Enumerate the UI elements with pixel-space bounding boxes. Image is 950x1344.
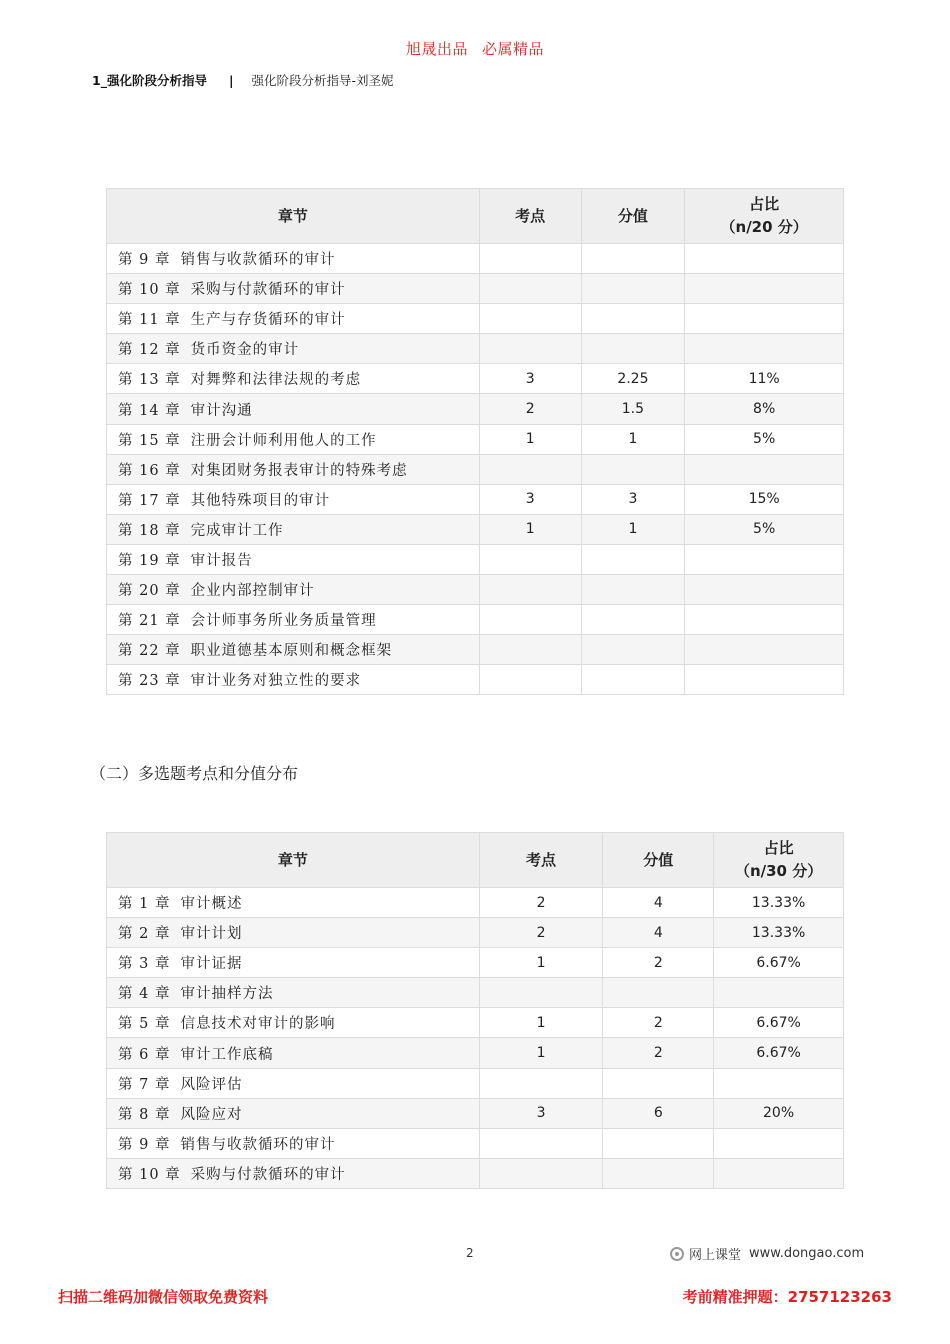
table-row [107,605,844,635]
score-cell [581,274,685,304]
chapter-number: 第 4 章 [118,986,171,1003]
table-row [107,948,844,978]
chapter-title: 企业内部控制审计 [190,583,315,600]
ratio-cell [685,334,844,364]
points-cell [479,635,581,665]
chapter-number: 第 14 章 [118,402,181,419]
table-row [107,978,844,1008]
chapter-title: 对舞弊和法律法规的考虑 [190,372,362,389]
score-cell [603,1128,714,1158]
chapter-number: 第 7 章 [118,1076,171,1093]
ratio-cell [685,454,844,484]
table-row [107,665,844,695]
header-ratio-line2: （n/20 分） [720,218,808,236]
section-title-multiple-choice: （二）多选题考点和分值分布 [90,764,299,783]
chapter-number: 第 10 章 [118,282,181,299]
footer-site-url: www.dongao.com [749,1246,865,1261]
score-cell [603,1158,714,1188]
ratio-cell [685,665,844,695]
chapter-cell [107,665,480,695]
chapter-number: 第 9 章 [118,1136,171,1153]
chapter-title: 采购与付款循环的审计 [190,282,346,299]
chapter-title: 货币资金的审计 [190,342,300,359]
chapter-title: 审计业务对独立性的要求 [190,673,362,690]
chapter-title: 职业道德基本原则和概念框架 [190,643,393,660]
table-row [107,304,844,334]
chapter-cell [107,1128,480,1158]
bottom-promo-right: 考前精准押题：2757123263 [682,1288,892,1306]
table-row [107,364,844,394]
ratio-cell [685,605,844,635]
table-row [107,544,844,574]
points-cell [479,334,581,364]
chapter-title: 审计计划 [180,926,243,943]
table-row [107,454,844,484]
chapter-cell [107,605,480,635]
score-cell [581,605,685,635]
banner-right-text: 必属精品 [482,40,545,58]
score-cell: 2.25 [581,364,685,394]
score-cell: 2 [603,948,714,978]
chapter-cell [107,274,480,304]
chapter-cell [107,1008,480,1038]
chapter-title: 风险评估 [180,1076,243,1093]
points-cell: 3 [479,364,581,394]
chapter-number: 第 9 章 [118,252,171,269]
ratio-cell [714,978,844,1008]
chapter-cell [107,575,480,605]
chapter-number: 第 19 章 [118,552,181,569]
chapter-cell [107,514,480,544]
header-chapter: 章节 [107,189,480,244]
points-cell [479,454,581,484]
header-ratio-line2: （n/30 分） [734,862,823,880]
banner-left-text: 旭晟出品 [405,40,468,58]
table-row [107,635,844,665]
points-cell [479,244,581,274]
ratio-cell [685,575,844,605]
chapter-number: 第 12 章 [118,342,181,359]
score-cell: 1 [581,514,685,544]
chapter-title: 注册会计师利用他人的工作 [190,432,377,449]
ratio-cell: 8% [685,394,844,424]
chapter-number: 第 2 章 [118,926,171,943]
chapter-number: 第 8 章 [118,1106,171,1123]
table-row [107,394,844,424]
chapter-number: 第 17 章 [118,492,181,509]
chapter-cell [107,1038,480,1068]
chapter-number: 第 1 章 [118,896,171,913]
header-ratio [714,833,844,888]
ratio-cell [685,244,844,274]
chapter-title: 销售与收款循环的审计 [180,252,336,269]
ratio-cell [714,1128,844,1158]
chapter-title: 信息技术对审计的影响 [180,1016,336,1033]
score-cell: 3 [581,484,685,514]
points-cell: 2 [479,918,603,948]
points-cell [479,575,581,605]
points-cell [479,304,581,334]
header-separator: | [228,72,234,88]
chapter-title: 风险应对 [180,1106,243,1123]
score-cell [581,244,685,274]
table-header-row [107,833,844,888]
chapter-title: 销售与收款循环的审计 [180,1136,336,1153]
ratio-cell: 6.67% [714,948,844,978]
score-cell: 1.5 [581,394,685,424]
multiple-choice-table [106,832,844,1189]
score-cell [581,635,685,665]
page-header [92,71,394,89]
points-cell [479,1068,603,1098]
chapter-cell [107,484,480,514]
chapter-cell [107,948,480,978]
score-cell: 2 [603,1038,714,1068]
chapter-title: 其他特殊项目的审计 [190,492,331,509]
header-points: 考点 [479,833,603,888]
score-cell [603,1068,714,1098]
table-row [107,244,844,274]
table-row [107,334,844,364]
chapter-cell [107,1068,480,1098]
points-cell [479,978,603,1008]
points-cell: 1 [479,948,603,978]
ratio-cell [685,304,844,334]
ratio-cell: 6.67% [714,1038,844,1068]
table-row [107,1068,844,1098]
header-score: 分值 [603,833,714,888]
ratio-cell: 5% [685,514,844,544]
score-cell [581,575,685,605]
chapter-title: 生产与存货循环的审计 [190,312,346,329]
points-cell [479,665,581,695]
table-row [107,888,844,918]
table-row [107,575,844,605]
table-row [107,484,844,514]
ratio-cell: 6.67% [714,1008,844,1038]
table-row [107,1158,844,1188]
points-cell: 1 [479,424,581,454]
ratio-cell: 15% [685,484,844,514]
score-cell: 1 [581,424,685,454]
chapter-cell [107,364,480,394]
chapter-number: 第 18 章 [118,522,181,539]
points-cell: 1 [479,1038,603,1068]
chapter-number: 第 11 章 [118,312,181,329]
footer-brand-name: 网上课堂 [689,1248,742,1263]
points-cell [479,1158,603,1188]
chapter-title: 完成审计工作 [190,522,284,539]
chapter-number: 第 16 章 [118,462,181,479]
course-title: 1_强化阶段分析指导 [92,73,207,88]
chapter-number: 第 21 章 [118,613,181,630]
score-cell: 2 [603,1008,714,1038]
table-header-row [107,189,844,244]
score-cell [581,454,685,484]
chapter-cell [107,1098,480,1128]
dongao-logo-icon [670,1247,684,1261]
points-cell [479,1128,603,1158]
points-cell: 3 [479,1098,603,1128]
chapter-number: 第 20 章 [118,583,181,600]
ratio-cell: 5% [685,424,844,454]
chapter-title: 审计证据 [180,956,243,973]
table-row [107,1098,844,1128]
points-cell [479,544,581,574]
header-chapter: 章节 [107,833,480,888]
chapter-title: 对集团财务报表审计的特殊考虑 [190,462,408,479]
header-ratio [685,189,844,244]
points-cell: 2 [479,394,581,424]
score-cell: 4 [603,918,714,948]
bottom-promo-left: 扫描二维码加微信领取免费资料 [58,1288,269,1306]
ratio-cell [714,1068,844,1098]
chapter-cell [107,635,480,665]
chapter-title: 审计沟通 [190,402,253,419]
table-row [107,424,844,454]
table-row [107,1038,844,1068]
ratio-cell [685,635,844,665]
score-cell [603,978,714,1008]
chapter-title: 审计概述 [180,896,243,913]
header-ratio-line1: 占比 [749,195,780,213]
ratio-cell: 13.33% [714,918,844,948]
chapter-title: 会计师事务所业务质量管理 [190,613,377,630]
chapter-cell [107,244,480,274]
chapter-cell [107,544,480,574]
ratio-cell [685,544,844,574]
chapter-cell [107,888,480,918]
points-cell [479,274,581,304]
chapter-number: 第 22 章 [118,643,181,660]
ratio-cell [714,1158,844,1188]
ratio-cell [685,274,844,304]
chapter-cell [107,334,480,364]
chapter-title: 审计报告 [190,552,253,569]
score-cell [581,304,685,334]
score-cell [581,334,685,364]
top-banner [0,38,950,59]
ratio-cell: 20% [714,1098,844,1128]
chapter-title: 审计工作底稿 [180,1046,274,1063]
chapter-title: 审计抽样方法 [180,986,274,1003]
chapter-number: 第 3 章 [118,956,171,973]
page-number: 2 [466,1246,474,1260]
points-cell: 3 [479,484,581,514]
table-row [107,1008,844,1038]
chapter-cell [107,394,480,424]
chapter-number: 第 13 章 [118,372,181,389]
chapter-cell [107,454,480,484]
ratio-cell: 11% [685,364,844,394]
single-choice-table [106,188,844,695]
chapter-cell [107,304,480,334]
footer-brand [670,1244,864,1263]
score-cell: 6 [603,1098,714,1128]
chapter-number: 第 15 章 [118,432,181,449]
points-cell: 2 [479,888,603,918]
table-row [107,514,844,544]
points-cell: 1 [479,1008,603,1038]
score-cell: 4 [603,888,714,918]
chapter-title: 采购与付款循环的审计 [190,1166,346,1183]
points-cell [479,605,581,635]
header-points: 考点 [479,189,581,244]
header-ratio-line1: 占比 [763,839,794,857]
chapter-number: 第 5 章 [118,1016,171,1033]
chapter-cell [107,978,480,1008]
score-cell [581,665,685,695]
score-cell [581,544,685,574]
table-row [107,274,844,304]
ratio-cell: 13.33% [714,888,844,918]
course-subtitle: 强化阶段分析指导-刘圣妮 [251,73,394,88]
chapter-number: 第 6 章 [118,1046,171,1063]
chapter-number: 第 10 章 [118,1166,181,1183]
chapter-cell [107,1158,480,1188]
points-cell: 1 [479,514,581,544]
chapter-cell [107,918,480,948]
chapter-number: 第 23 章 [118,673,181,690]
table-row [107,1128,844,1158]
table-row [107,918,844,948]
header-score: 分值 [581,189,685,244]
chapter-cell [107,424,480,454]
